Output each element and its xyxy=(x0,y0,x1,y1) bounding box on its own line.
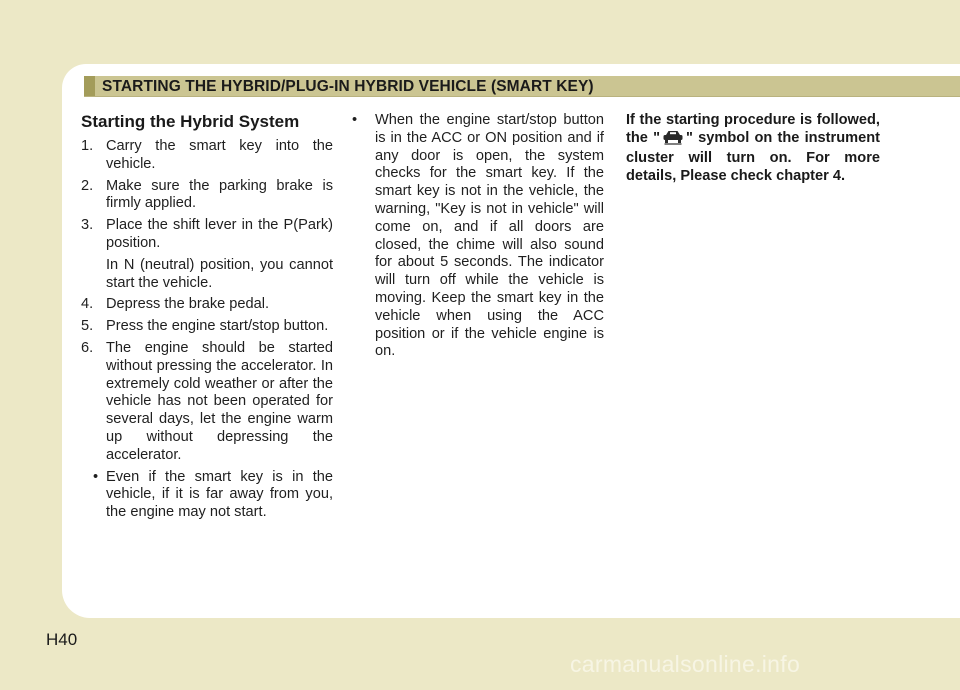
column-1 xyxy=(81,112,333,522)
step-4 xyxy=(81,296,333,314)
step-number: 4. xyxy=(81,296,94,313)
step-text: The engine should be started without pressing the accelerator. In extremely cold weather or after the vehicle has not been operated for several days, let the engine warm up without depressing the accelerator. xyxy=(106,339,333,463)
page-number: H40 xyxy=(46,630,78,649)
step-number: 3. xyxy=(81,217,94,234)
header-accent-block xyxy=(84,76,95,96)
watermark-text: carmanualsonline.info xyxy=(570,651,801,677)
step-2 xyxy=(81,178,333,214)
bullet-dot: • xyxy=(352,112,358,128)
step-3 xyxy=(81,217,333,253)
ready-symbol-note xyxy=(626,112,880,185)
section-header-title: STARTING THE HYBRID/PLUG-IN HYBRID VEHICLE (SMART KEY) xyxy=(102,78,594,95)
step-text: Press the engine start/stop button. xyxy=(106,318,329,335)
step-number: 2. xyxy=(81,177,94,194)
step-number: 1. xyxy=(81,138,94,154)
step-text: Make sure the parking brake is firmly applied. xyxy=(106,177,333,212)
note-text-before: If the starting procedure is followed, the " xyxy=(626,112,880,147)
step-text: Carry the smart key into the vehicle. xyxy=(106,138,333,172)
step-text: Depress the brake pedal. xyxy=(106,296,270,313)
step-number: 5. xyxy=(81,318,94,335)
step-3-note: In N (neutral) position, you cannot start the vehicle. xyxy=(106,256,333,291)
step-6 xyxy=(81,340,333,465)
step-text: Place the shift lever in the P(Park) position. xyxy=(106,217,333,251)
bullet-text: Even if the smart key is in the vehicle, if it is far away from you, the engine may not start. xyxy=(106,468,333,521)
bullet-smart-key-warning xyxy=(352,112,604,361)
bullet-smart-key-distance xyxy=(81,469,333,522)
step-number: 6. xyxy=(81,339,94,356)
column-3 xyxy=(626,112,880,185)
step-5 xyxy=(81,318,333,336)
bullet-text: When the engine start/stop button is in the ACC or ON position and if any door is open, the system checks for the smart key. If the smart key is not in the vehicle, the warning, "Key is not in vehicle" will come on, and if all doors are closed, the chime will also sound for about 5 seconds. The indicator will turn off while the vehicle is moving. Keep the smart key in the vehicle when using the ACC position or if the vehicle engine is on. xyxy=(375,112,604,360)
header-underline xyxy=(84,96,960,97)
note-text-after: " symbol on the instrument cluster will turn on. For more details, Please check chapter 4. xyxy=(626,130,880,184)
ready-car-icon xyxy=(662,129,684,150)
bullet-dot: • xyxy=(93,468,99,485)
column-2 xyxy=(352,112,604,361)
step-1 xyxy=(81,138,333,174)
section-heading: Starting the Hybrid System xyxy=(81,112,300,131)
